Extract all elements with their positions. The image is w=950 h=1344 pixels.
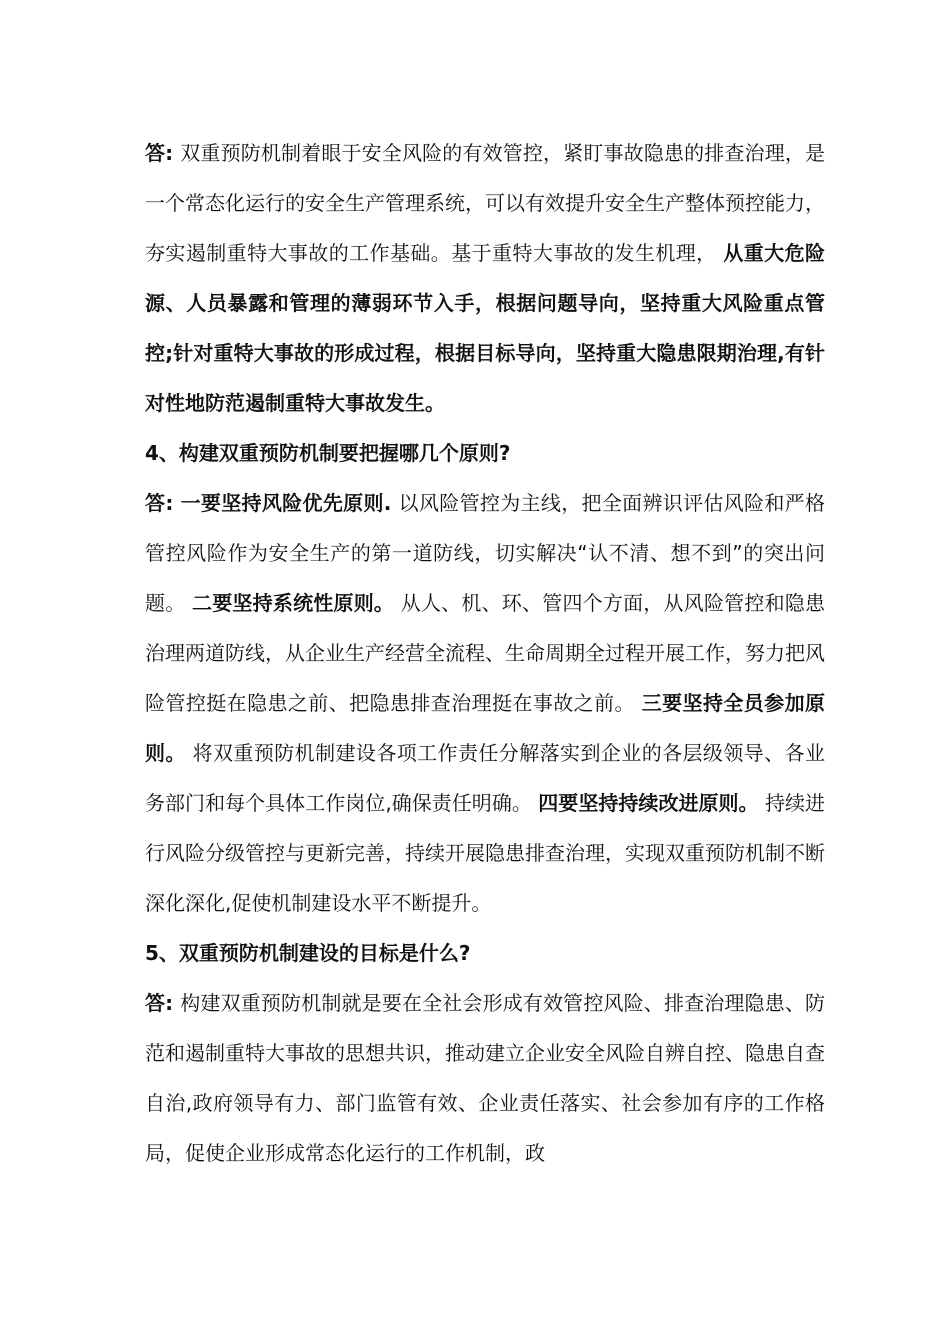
principle-3-title: 三要坚持全员参加原则。 xyxy=(145,691,826,765)
answer-label: 答: xyxy=(145,991,181,1015)
principle-4-text: 持续进行风险分级管控与更新完善，持续开展隐患排查治理，实现双重预防机制不断深化深化,促使机制建设水平不断提升。 xyxy=(145,791,826,915)
answer-paragraph-3 xyxy=(145,128,825,428)
question-heading-4: 4、构建双重预防机制要把握哪几个原则? xyxy=(145,441,511,465)
answer-paragraph-4 xyxy=(145,478,825,928)
answer-text: 双重预防机制着眼于安全风险的有效管控，紧盯事故隐患的排查治理，是一个常态化运行的安全生产管理系统，可以有效提升安全生产整体预控能力，夯实遏制重特大事故的工作基础。基于重特大事故的发生机理， xyxy=(145,141,826,265)
answer-text: 构建双重预防机制就是要在全社会形成有效管控风险、排查治理隐患、防范和遏制重特大事故的思想共识，推动建立企业安全风险自辨自控、隐患自查自治,政府领导有力、部门监管有效、企业责任落实、社会参加有序的工作格局，促使企业形成常态化运行的工作机制，政 xyxy=(145,991,826,1165)
answer-paragraph-5 xyxy=(145,978,825,1178)
answer-emphasis: 从重大危险源、人员暴露和管理的薄弱环节入手，根据问题导向，坚持重大风险重点管控;针对重特大事故的形成过程，根据目标导向，坚持重大隐患限期治理,有针对性地防范遏制重特大事故发生。 xyxy=(145,241,826,415)
principle-3-text: 将双重预防机制建设各项工作责任分解落实到企业的各层级领导、各业务部门和每个具体工作岗位,确保责任明确。 xyxy=(145,741,825,815)
document-page xyxy=(145,128,825,1178)
principle-1-title: 答: 一要坚持风险优先原则. xyxy=(145,491,399,515)
principle-2-text: 从人、机、环、管四个方面，从风险管控和隐患治理两道防线，从企业生产经营全流程、生命周期全过程开展工作，努力把风险管控挺在隐患之前、把隐患排查治理挺在事故之前。 xyxy=(145,591,826,715)
question-heading-5: 5、双重预防机制建设的目标是什么? xyxy=(145,941,471,965)
answer-label: 答: xyxy=(145,141,181,165)
principle-2-title: 二要坚持系统性原则。 xyxy=(192,591,395,615)
principle-4-title: 四要坚持持续改进原则。 xyxy=(538,791,759,815)
principle-1-text: 以风险管控为主线，把全面辨识评估风险和严格管控风险作为安全生产的第一道防线，切实解决“认不清、想不到”的突出问题。 xyxy=(145,491,826,615)
